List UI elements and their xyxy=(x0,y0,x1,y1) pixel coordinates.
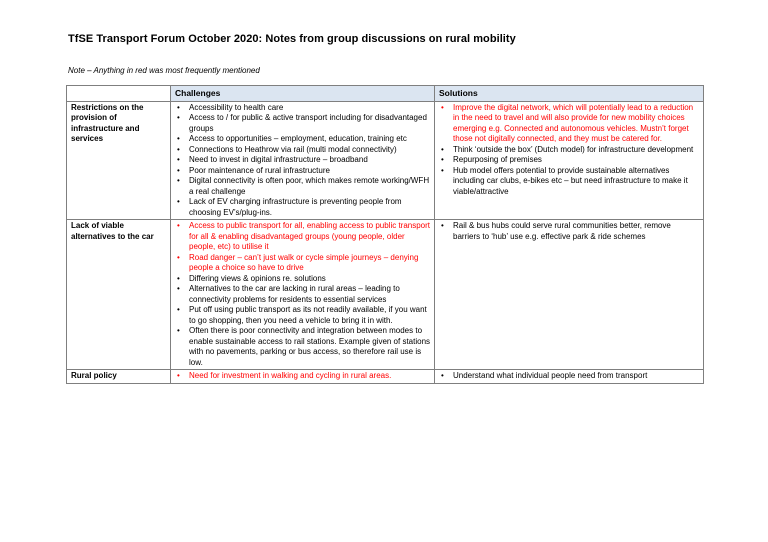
bullet-icon: • xyxy=(441,165,444,175)
list-item-text: Differing views & opinions re. solutions xyxy=(189,273,326,283)
table-header-row xyxy=(67,86,704,102)
bullet-icon: • xyxy=(441,371,444,380)
bullet-icon: • xyxy=(177,176,180,185)
list-item xyxy=(439,166,700,198)
list-item-text: Access to / for public & active transport including for disadvantaged groups xyxy=(189,113,427,133)
list-item xyxy=(175,103,431,114)
list-item xyxy=(175,253,431,274)
bullet-icon: • xyxy=(177,273,180,283)
solutions-cell xyxy=(435,101,704,220)
category-cell: Lack of viable alternatives to the car xyxy=(67,220,171,370)
bullet-icon: • xyxy=(177,326,180,335)
list-item-text: Rail & bus hubs could serve rural communities better, remove barriers to ‘hub’ use e.g. effective park & ride schemes xyxy=(453,221,671,241)
challenges-list xyxy=(175,103,431,219)
table-row xyxy=(67,101,704,220)
bullet-icon: • xyxy=(177,165,180,175)
bullet-icon: • xyxy=(177,197,180,206)
solutions-list xyxy=(439,371,700,382)
list-item xyxy=(175,326,431,368)
bullet-icon: • xyxy=(177,113,180,122)
bullet-icon: • xyxy=(177,144,180,154)
list-item xyxy=(439,155,700,166)
page-title: TfSE Transport Forum October 2020: Notes from group discussions on rural mobility xyxy=(68,33,516,45)
bullet-icon: • xyxy=(177,252,180,262)
list-item xyxy=(439,145,700,156)
list-item xyxy=(175,371,431,382)
bullet-icon: • xyxy=(441,155,444,164)
category-cell: Restrictions on the provision of infrastructure and services xyxy=(67,101,171,220)
list-item xyxy=(175,145,431,156)
solutions-cell xyxy=(435,220,704,370)
bullet-icon: • xyxy=(441,221,444,230)
legend-note: Note – Anything in red was most frequently mentioned xyxy=(68,66,260,75)
list-item-text: Improve the digital network, which will potentially lead to a reduction in the need to travel and will also provide for new mobility choices emerging e.g. Connected and autonomous vehicles. Mustn’t forget those not digitally connected, and they must be catered for. xyxy=(453,102,694,143)
bullet-icon: • xyxy=(177,221,180,230)
challenges-list xyxy=(175,221,431,368)
list-item-text: Poor maintenance of rural infrastructure xyxy=(189,165,330,175)
list-item xyxy=(175,274,431,285)
challenges-cell xyxy=(171,370,435,384)
table-row xyxy=(67,370,704,384)
list-item xyxy=(175,176,431,197)
list-item-text: Lack of EV charging infrastructure is preventing people from choosing EV’s/plug-ins. xyxy=(189,197,402,217)
list-item xyxy=(175,113,431,134)
list-item-text: Digital connectivity is often poor, which makes remote working/WFH a real challenge xyxy=(189,176,430,196)
list-item-text: Access to opportunities – employment, education, training etc xyxy=(189,134,407,143)
list-item-text: Accessibility to health care xyxy=(189,102,284,112)
list-item-text: Understand what individual people need from transport xyxy=(453,371,648,380)
bullet-icon: • xyxy=(177,284,180,293)
list-item-text: Need to invest in digital infrastructure – broadband xyxy=(189,155,368,164)
list-item-text: Think ‘outside the box’ (Dutch model) for infrastructure development xyxy=(453,144,694,154)
bullet-icon: • xyxy=(177,134,180,143)
list-item xyxy=(175,166,431,177)
challenges-list xyxy=(175,371,431,382)
header-blank-cell xyxy=(67,86,171,102)
bullet-icon: • xyxy=(441,102,444,112)
list-item xyxy=(175,221,431,253)
table-body xyxy=(67,101,704,383)
list-item-text: Alternatives to the car are lacking in rural areas – leading to connectivity problems for residents to essential services xyxy=(189,284,400,304)
list-item-text: Connections to Heathrow via rail (multi modal connectivity) xyxy=(189,144,397,154)
list-item-text: Repurposing of premises xyxy=(453,155,542,164)
list-item-text: Road danger – can’t just walk or cycle simple journeys – denying people a choice so have to drive xyxy=(189,252,419,272)
list-item xyxy=(439,221,700,242)
bullet-icon: • xyxy=(177,305,180,314)
list-item-text: Often there is poor connectivity and integration between modes to enable sustainable access to rail stations. Example given of stations with no pavements, parking or bus access, so therefore rail use is low. xyxy=(189,326,431,367)
list-item xyxy=(175,155,431,166)
solutions-cell xyxy=(435,370,704,384)
solutions-list xyxy=(439,221,700,242)
list-item xyxy=(175,197,431,218)
list-item xyxy=(439,371,700,382)
solutions-header: Solutions xyxy=(435,86,704,102)
solutions-list xyxy=(439,103,700,198)
bullet-icon: • xyxy=(177,102,180,112)
bullet-icon: • xyxy=(441,144,444,154)
list-item-text: Hub model offers potential to provide sustainable alternatives including car clubs, e-bikes etc – but need infrastructure to make it viable/attractive xyxy=(453,165,688,196)
list-item-text: Access to public transport for all, enabling access to public transport for all & enabling disadvantaged groups (young people, older people, etc) to utilise it xyxy=(189,221,431,251)
list-item xyxy=(439,103,700,145)
list-item xyxy=(175,305,431,326)
challenges-header: Challenges xyxy=(171,86,435,102)
discussion-table xyxy=(66,85,704,384)
list-item xyxy=(175,134,431,145)
list-item xyxy=(175,284,431,305)
challenges-cell xyxy=(171,101,435,220)
list-item-text: Need for investment in walking and cycling in rural areas. xyxy=(189,371,392,380)
challenges-cell xyxy=(171,220,435,370)
list-item-text: Put off using public transport as its not readily available, if you want to go shopping, then you need a vehicle to bring it in with. xyxy=(189,305,427,325)
category-cell: Rural policy xyxy=(67,370,171,384)
bullet-icon: • xyxy=(177,155,180,164)
bullet-icon: • xyxy=(177,371,180,380)
table-row xyxy=(67,220,704,370)
